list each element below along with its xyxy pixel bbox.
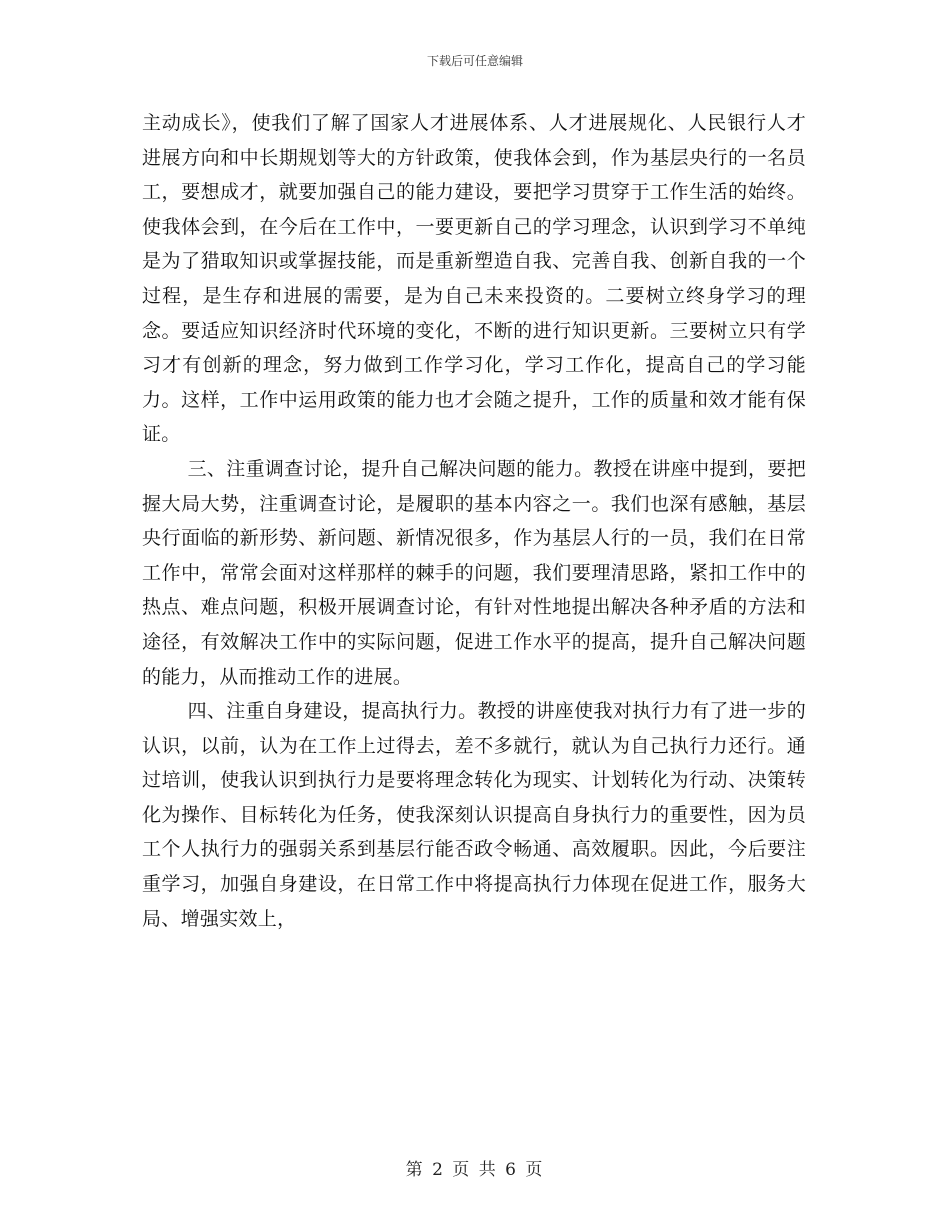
document-body	[142, 106, 806, 936]
paragraph-section-three: 三、注重调查讨论，提升自己解决问题的能力。教授在讲座中提到，要把握大局大势，注重调查讨论，是履职的基本内容之一。我们也深有感触，基层央行面临的新形势、新问题、新情况很多，作为基层人行的一员，我们在日常工作中，常常会面对这样那样的棘手的问题，我们要理清思路，紧扣工作中的热点、难点问题，积极开展调查讨论，有针对性地提出解决各种矛盾的方法和途径，有效解决工作中的实际问题，促进工作水平的提高，提升自己解决问题的能力，从而推动工作的进展。	[142, 457, 806, 688]
page-header: 下载后可任意编辑	[426, 54, 523, 68]
paragraph-section-four: 四、注重自身建设，提高执行力。教授的讲座使我对执行力有了进一步的认识，以前，认为在工作上过得去，差不多就行，就认为自己执行力还行。通过培训，使我认识到执行力是要将理念转化为现实、计划转化为行动、决策转化为操作、目标转化为任务，使我深刻认识提高自身执行力的重要性，因为员工个人执行力的强弱关系到基层行能否政令畅通、高效履职。因此，今后要注重学习，加强自身建设，在日常工作中将提高执行力体现在促进工作，服务大局、增强实效上，	[142, 700, 806, 930]
page-footer: 第 2 页 共 6 页	[405, 1160, 545, 1180]
paragraph-continuation: 主动成长》，使我们了解了国家人才进展体系、人才进展规化、人民银行人才进展方向和中长期规划等大的方针政策，使我体会到，作为基层央行的一名员工，要想成才，就要加强自己的能力建设，要把学习贯穿于工作生活的始终。使我体会到，在今后在工作中，一要更新自己的学习理念，认识到学习不单纯是为了猎取知识或掌握技能，而是重新塑造自我、完善自我、创新自我的一个过程，是生存和进展的需要，是为自己未来投资的。二要树立终身学习的理念。要适应知识经济时代环境的变化，不断的进行知识更新。三要树立只有学习才有创新的理念，努力做到工作学习化，学习工作化，提高自己的学习能力。这样，工作中运用政策的能力也才会随之提升，工作的质量和效才能有保证。	[142, 112, 806, 446]
